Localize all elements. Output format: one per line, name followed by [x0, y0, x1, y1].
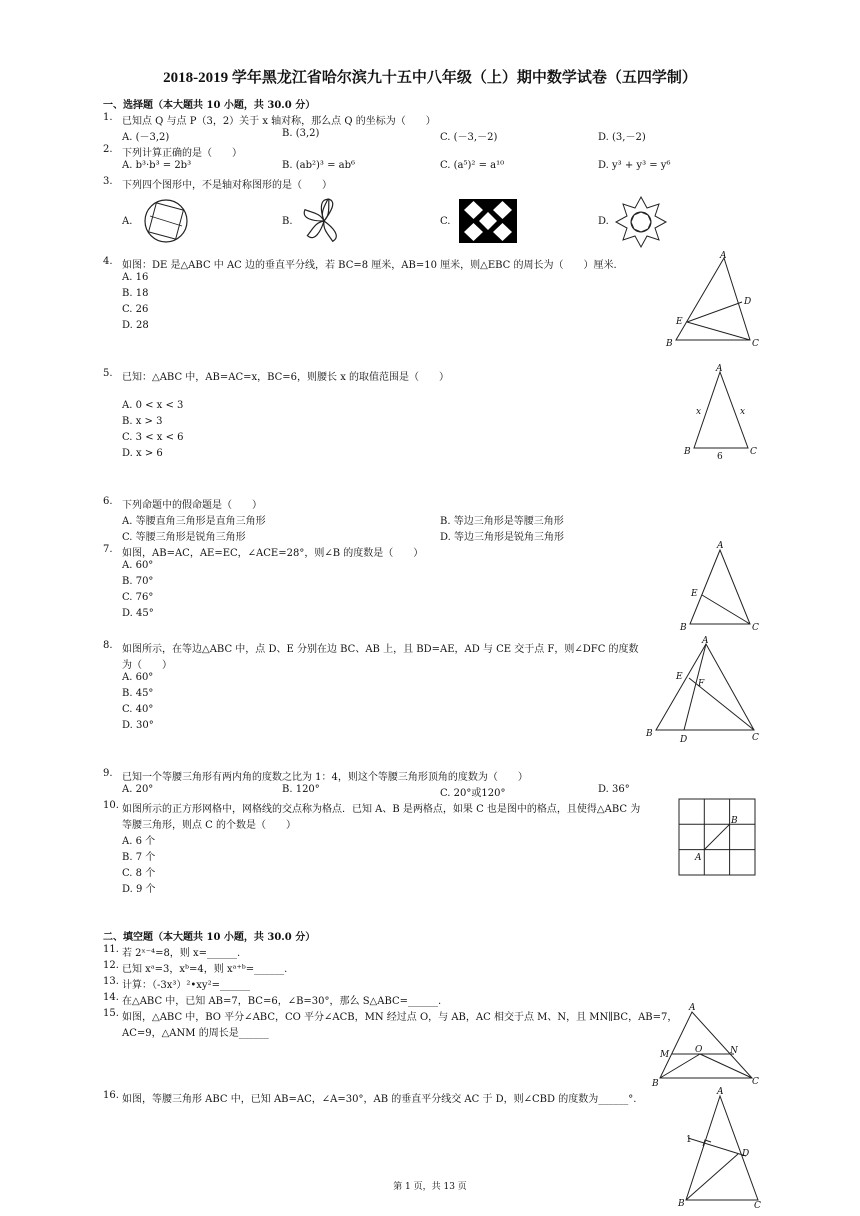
q5-label-b: B — [684, 447, 691, 457]
q5-text: 已知：△ABC 中，AB=AC=x，BC=6，则腰长 x 的取值范围是（ ） — [122, 372, 450, 383]
q12-text: 已知 xᵃ=3，xᵇ=4，则 xᵃ⁺ᵇ=______. — [122, 964, 288, 975]
page-footer: 第 1 页，共 13 页 — [393, 1182, 467, 1192]
q10-text: 如图所示的正方形网格中，网格线的交点称为格点．已知 A、B 是两格点，如果 C 也是图中的格点，且使得△ABC 为 — [122, 804, 641, 815]
q2-option-a: A. b³·b³ = 2b³ — [122, 160, 192, 171]
q6-option-d: D. 等边三角形是锐角三角形 — [440, 532, 565, 543]
page-title: 2018-2019 学年黑龙江省哈尔滨九十五中八年级（上）期中数学试卷（五四学制） — [163, 70, 697, 86]
q5-number: 5. — [103, 368, 113, 379]
q7-text: 如图，AB=AC，AE=EC，∠ACE=28°，则∠B 的度数是（ ） — [122, 548, 424, 559]
q5-option-a: A. 0 < x < 3 — [122, 400, 184, 411]
q5-figure-isosceles — [682, 362, 762, 460]
q2-text: 下列计算正确的是（ ） — [122, 148, 242, 159]
q1-option-c: C. (－3,－2) — [440, 132, 498, 143]
q1-option-d: D. (3,－2) — [598, 132, 646, 143]
q4-option-d: D. 28 — [122, 320, 149, 331]
q3-text: 下列四个图形中，不是轴对称图形的是（ ） — [122, 180, 332, 191]
q2-number: 2. — [103, 144, 113, 155]
q3-option-a: A. — [122, 216, 133, 227]
q14-text: 在△ABC 中，已知 AB=7，BC=6，∠B=30°，那么 S△ABC=______. — [122, 996, 442, 1007]
q6-option-a: A. 等腰直角三角形是直角三角形 — [122, 516, 266, 527]
q7-option-c: C. 76° — [122, 592, 154, 603]
q8-text-continued: 为（ ） — [122, 660, 172, 671]
q9-option-c: C. 20°或120° — [440, 788, 506, 799]
q10-text-continued: 等腰三角形，则点 C 的个数是（ ） — [122, 820, 297, 831]
q7-label-a: A — [717, 541, 724, 551]
q16-number: 16. — [103, 1090, 119, 1101]
q15-figure-triangle — [652, 1002, 764, 1088]
q8-option-c: C. 40° — [122, 704, 154, 715]
q5-label-six: 6 — [717, 452, 723, 462]
q10-label-a: A — [695, 853, 702, 863]
q4-figure-triangle — [664, 250, 764, 348]
q2-option-c: C. (a⁵)² = a¹⁰ — [440, 160, 505, 171]
q15-label-m: M — [660, 1050, 670, 1060]
q8-label-b: B — [646, 729, 653, 739]
q10-option-a: A. 6 个 — [122, 836, 156, 847]
q7-label-b: B — [680, 623, 687, 633]
section-choice-heading: 一、选择题（本大题共 10 小题，共 30.0 分） — [103, 100, 316, 111]
q10-label-b: B — [731, 816, 738, 826]
q16-label-line-1: 1 — [686, 1135, 692, 1145]
q9-option-a: A. 20° — [122, 784, 154, 795]
q16-text: 如图，等腰三角形 ABC 中，已知 AB=AC，∠A=30°，AB 的垂直平分线交 AC 于 D，则∠CBD 的度数为______°. — [122, 1094, 637, 1105]
q11-text: 若 2ˣ⁻⁴=8，则 x=______. — [122, 948, 241, 959]
q7-number: 7. — [103, 544, 113, 555]
q13-text: 计算：（-3x³）²•xy²=______ — [122, 980, 250, 991]
q5-label-x-right: x — [740, 407, 746, 417]
q9-number: 9. — [103, 768, 113, 779]
q8-option-b: B. 45° — [122, 688, 154, 699]
q3-number: 3. — [103, 176, 113, 187]
q7-label-c: C — [752, 623, 759, 633]
q8-label-e: E — [676, 672, 683, 682]
q8-option-a: A. 60° — [122, 672, 154, 683]
q16-label-b: B — [678, 1199, 685, 1209]
q15-text: 如图，△ABC 中，BO 平分∠ABC，CO 平分∠ACB，MN 经过点 O，与 AB，AC 相交于点 M、N，且 MN∥BC，AB=7， — [122, 1012, 678, 1023]
q15-label-c: C — [752, 1077, 759, 1087]
q16-label-c: C — [754, 1201, 761, 1211]
q1-text: 已知点 Q 与点 P（3，2）关于 x 轴对称，那么点 Q 的坐标为（ ） — [122, 116, 436, 127]
q3-option-b: B. — [282, 216, 293, 227]
q14-number: 14. — [103, 992, 119, 1003]
q3-option-d: D. — [598, 216, 609, 227]
q10-option-c: C. 8 个 — [122, 868, 156, 879]
q8-text: 如图所示，在等边△ABC 中，点 D、E 分别在边 BC、AB 上，且 BD=AE，AD 与 CE 交于点 F，则∠DFC 的度数 — [122, 644, 639, 655]
q4-option-c: C. 26 — [122, 304, 149, 315]
q8-label-f: F — [698, 679, 705, 689]
q15-label-n: N — [730, 1046, 738, 1056]
q4-option-b: B. 18 — [122, 288, 149, 299]
q1-option-b: B. (3,2) — [282, 128, 320, 139]
q1-option-a: A. (－3,2) — [122, 132, 170, 143]
q7-option-a: A. 60° — [122, 560, 154, 571]
q5-option-d: D. x > 6 — [122, 448, 163, 459]
q4-option-a: A. 16 — [122, 272, 149, 283]
q8-number: 8. — [103, 640, 113, 651]
q6-text: 下列命题中的假命题是（ ） — [122, 500, 262, 511]
q9-text: 已知一个等腰三角形有两内角的度数之比为 1：4，则这个等腰三角形顶角的度数为（ ） — [122, 772, 528, 783]
q10-figure-grid — [678, 798, 758, 878]
q5-label-c: C — [750, 447, 757, 457]
q5-label-x-left: x — [696, 407, 702, 417]
q10-number: 10. — [103, 800, 119, 811]
q15-number: 15. — [103, 1008, 119, 1019]
q13-number: 13. — [103, 976, 119, 987]
q6-option-b: B. 等边三角形是等腰三角形 — [440, 516, 564, 527]
q3-figure-a-circle-square — [142, 198, 190, 244]
q5-label-a: A — [716, 364, 723, 374]
q10-option-b: B. 7 个 — [122, 852, 156, 863]
q15-label-b: B — [652, 1079, 659, 1089]
q2-option-d: D. y³ + y³ = y⁶ — [598, 160, 671, 171]
q4-label-a: A — [720, 251, 727, 261]
q11-number: 11. — [103, 944, 119, 955]
q4-label-c: C — [752, 339, 759, 349]
q5-option-b: B. x > 3 — [122, 416, 163, 427]
q4-number: 4. — [103, 256, 113, 267]
q7-label-e: E — [691, 589, 698, 599]
q8-label-d: D — [680, 735, 688, 745]
q16-label-a: A — [717, 1087, 724, 1097]
q8-figure-equilateral — [644, 634, 764, 744]
q6-option-c: C. 等腰三角形是锐角三角形 — [122, 532, 246, 543]
q6-number: 6. — [103, 496, 113, 507]
q9-option-b: B. 120° — [282, 784, 320, 795]
q3-figure-c-diamond-pattern — [459, 199, 517, 243]
q9-option-d: D. 36° — [598, 784, 630, 795]
q8-option-d: D. 30° — [122, 720, 154, 731]
q10-option-d: D. 9 个 — [122, 884, 156, 895]
section-fill-heading: 二、填空题（本大题共 10 小题，共 30.0 分） — [103, 932, 316, 943]
q15-label-a: A — [689, 1003, 696, 1013]
q4-label-b: B — [666, 339, 673, 349]
q2-option-b: B. (ab²)³ = ab⁶ — [282, 160, 355, 171]
q7-option-d: D. 45° — [122, 608, 154, 619]
q8-label-c: C — [752, 733, 759, 743]
q7-figure-triangle — [678, 540, 762, 632]
q3-figure-d-star-flower — [614, 195, 668, 249]
q8-label-a: A — [702, 636, 709, 646]
q16-label-d: D — [742, 1149, 750, 1159]
q4-text: 如图：DE 是△ABC 中 AC 边的垂直平分线，若 BC=8 厘米，AB=10 厘米，则△EBC 的周长为（ ）厘米. — [122, 260, 617, 271]
q3-figure-b-pinwheel — [298, 196, 350, 246]
q1-number: 1. — [103, 112, 113, 123]
q12-number: 12. — [103, 960, 119, 971]
q15-label-o: O — [695, 1045, 703, 1055]
q3-option-c: C. — [440, 216, 451, 227]
q7-option-b: B. 70° — [122, 576, 154, 587]
q15-text-continued: AC=9，△ANM 的周长是______ — [122, 1028, 269, 1039]
q5-option-c: C. 3 < x < 6 — [122, 432, 184, 443]
q4-label-e: E — [676, 317, 683, 327]
q4-label-d: D — [744, 297, 752, 307]
